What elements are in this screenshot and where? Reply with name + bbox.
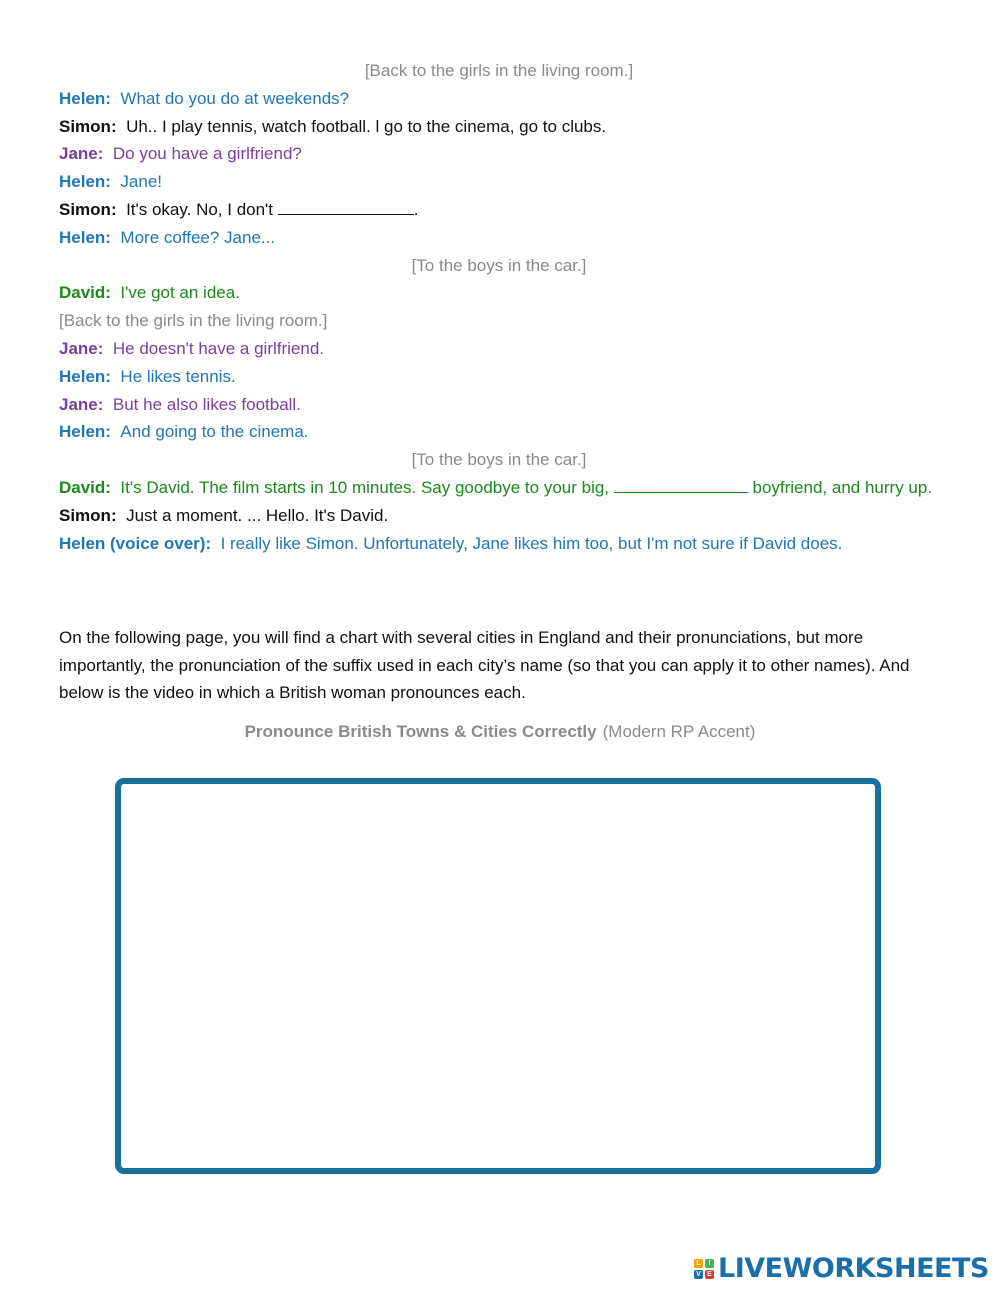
dialogue-text: But he also likes football. [112, 394, 301, 414]
speaker-name: Jane: [59, 394, 104, 414]
dialogue-text: Jane! [120, 172, 163, 192]
dialogue-text: More coffee? Jane... [120, 227, 276, 247]
liveworksheets-logo [694, 1253, 989, 1285]
dialogue-line-simon [59, 113, 939, 141]
dialogue-line-helen [59, 418, 939, 446]
speaker-name: Helen (voice over): [59, 533, 212, 553]
logo-mark-tile: E [705, 1270, 714, 1279]
dialogue-line-david [59, 279, 939, 307]
logo-mark-tile: I [705, 1259, 714, 1268]
video-title-subtitle: (Modern RP Accent) [602, 722, 756, 741]
speaker-name: David: [59, 477, 111, 497]
dialogue-text: Do you have a girlfriend? [112, 144, 302, 164]
dialogue-line-simon [59, 502, 939, 530]
speaker-name: David: [59, 283, 111, 303]
stage-direction: [To the boys in the car.] [411, 450, 587, 470]
dialogue-line-helen [59, 168, 939, 196]
dialogue-line-helen [59, 363, 939, 391]
speaker-name: Simon: [59, 505, 117, 525]
dialogue-line-jane [59, 140, 939, 168]
logo-text: LIVEWORKSHEETS [718, 1253, 989, 1284]
dialogue-text: I really like Simon. Unfortunately, Jane likes him too, but I'm not sure if David does. [220, 533, 843, 553]
dialogue-text: Uh.. I play tennis, watch football. l go to the cinema, go to clubs. [126, 116, 607, 136]
speaker-name: Helen: [59, 422, 111, 442]
speaker-name: Helen: [59, 172, 111, 192]
stage-direction: [To the boys in the car.] [411, 255, 587, 275]
dialogue-text: He doesn't have a girlfriend. [112, 338, 325, 358]
dialogue-line-david [59, 474, 939, 502]
stage-direction: [Back to the girls in the living room.] [59, 311, 328, 331]
stage-direction: [Back to the girls in the living room.] [364, 61, 634, 80]
logo-mark-tile: V [694, 1270, 703, 1279]
video-title [0, 722, 1000, 742]
video-embed-frame[interactable] [115, 778, 881, 1174]
fill-in-blank[interactable] [278, 199, 414, 215]
fill-in-blank[interactable] [614, 477, 748, 493]
dialogue-line-helen-voice-over [59, 530, 939, 558]
dialogue-line-helen [59, 85, 939, 113]
logo-mark-tile: L [694, 1259, 703, 1268]
dialogue-text: I've got an idea. [120, 283, 240, 303]
dialogue-text: It's David. The film starts in 10 minutes. Say goodbye to your big, [120, 477, 610, 497]
dialogue-text: And going to the cinema. [120, 422, 309, 442]
dialogue-text-after: boyfriend, and hurry up. [752, 477, 933, 497]
dialogue-line-jane [59, 391, 939, 419]
speaker-name: Simon: [59, 199, 117, 219]
video-title-main: Pronounce British Towns & Cities Correctly [244, 722, 597, 741]
speaker-name: Simon: [59, 116, 117, 136]
speaker-name: Jane: [59, 144, 104, 164]
logo-mark-icon [694, 1259, 714, 1279]
dialogue-text: He likes tennis. [120, 366, 236, 386]
dialogue-text: What do you do at weekends? [120, 88, 350, 108]
speaker-name: Helen: [59, 227, 111, 247]
dialogue-line-jane [59, 335, 939, 363]
dialogue-text-after: . [413, 199, 419, 219]
dialogue-line-simon [59, 196, 939, 224]
dialogue-line-helen [59, 224, 939, 252]
speaker-name: Jane: [59, 338, 104, 358]
dialogue-text: It's okay. No, I don't [126, 199, 274, 219]
speaker-name: Helen: [59, 366, 111, 386]
dialogue-transcript [59, 57, 939, 557]
speaker-name: Helen: [59, 88, 111, 108]
instructions-paragraph: On the following page, you will find a chart with several cities in England and their pronunciations, but more importantly, the pronunciation of the suffix used in each city’s name (so that you can apply it to other names). And below is the video in which a British woman pronounces each. [59, 628, 910, 703]
dialogue-text: Just a moment. ... Hello. It's David. [126, 505, 389, 525]
